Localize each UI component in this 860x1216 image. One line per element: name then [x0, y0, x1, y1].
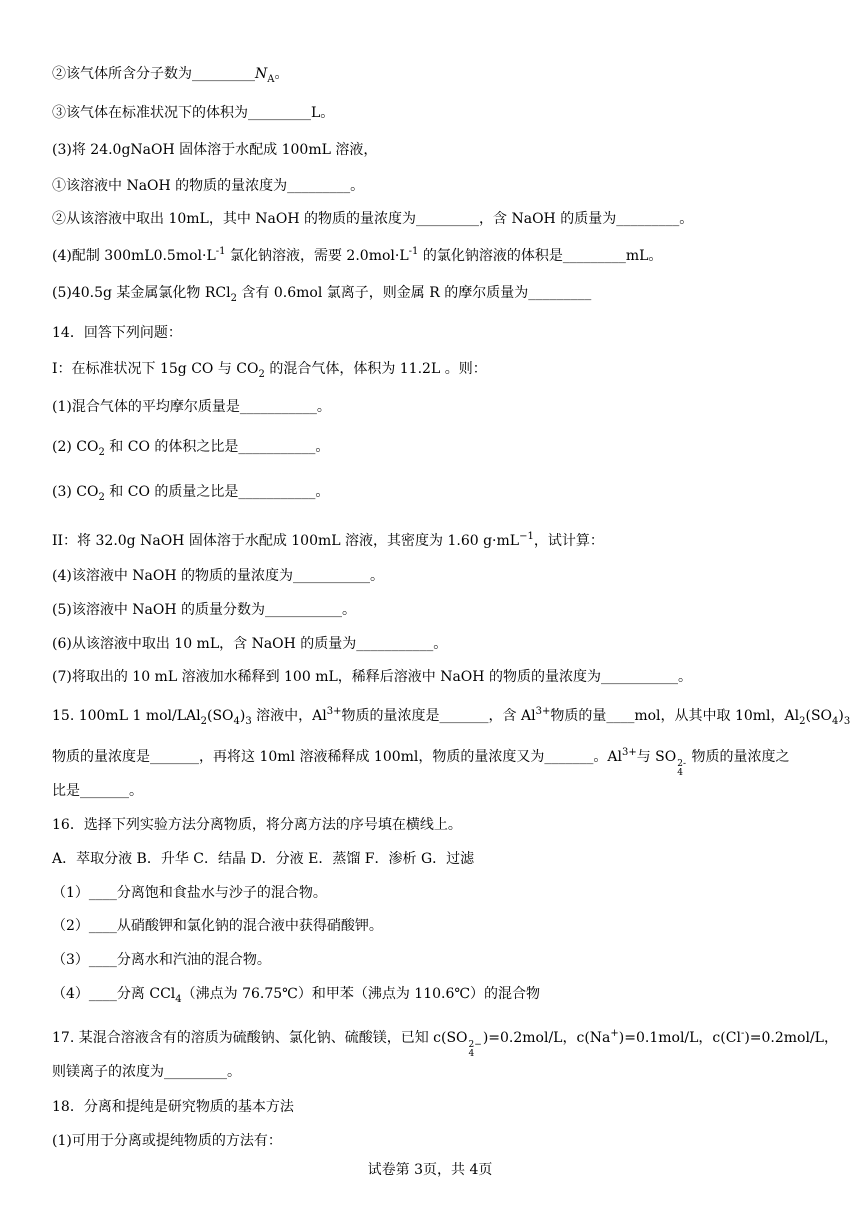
question-line: I：在标准状况下 15g CO 与 $CO_2$ 的混合气体，体积为 11.2L 。则： [52, 361, 487, 380]
question-line: (7)将取出的 10 mL 溶液加水稀释到 100 mL，稀释后溶液中 NaOH 的物质的量浓度为___________。 [52, 669, 692, 685]
question-line: 则镁离子的浓度为_________。 [52, 1064, 241, 1080]
sulfate-ion-charge: 2− 4 [468, 1040, 482, 1059]
question-heading: 18．分离和提纯是研究物质的基本方法 [52, 1099, 294, 1115]
question-line: (5)该溶液中 NaOH 的质量分数为___________。 [52, 602, 357, 618]
sulfate-ion-charge: 2- 4 [677, 759, 687, 778]
question-line: 物质的量浓度是_______，再将这 10ml 溶液稀释成 100ml，物质的量浓度又为_______。$Al^{3+}$与 SO 2- 4 物质的量浓度之 [52, 747, 790, 778]
question-line: 比是_______。 [52, 783, 143, 799]
question-line: (3)将 24.0gNaOH 固体溶于水配成 100mL 溶液， [52, 142, 378, 158]
question-heading: 16．选择下列实验方法分离物质，将分离方法的序号填在横线上。 [52, 817, 462, 833]
question-line: （2）____从硝酸钾和氯化钠的混合液中获得硝酸钾。 [52, 918, 383, 934]
question-line: 15. 100mL 1 mol/$LAl_2(SO_4)_3$ 溶液中，$Al^{3+}$物质的量浓度是_______，含 $Al^{3+}$物质的量____mol，从其中取 10ml，$Al_2(SO_4)_3$ [52, 706, 851, 727]
question-line: (2) $CO_2$ 和 CO 的体积之比是___________。 [52, 439, 330, 458]
question-heading: 14．回答下列问题： [52, 325, 182, 341]
question-line: II：将 32.0g NaOH 固体溶于水配成 100mL 溶液，其密度为 1.60 $g\cdot mL^{-1}$，试计算： [52, 531, 604, 549]
question-line: ①该溶液中 NaOH 的物质的量浓度为_________。 [52, 178, 365, 194]
question-line: （4）____分离 CCl$_4$（沸点为 76.75℃）和甲苯（沸点为 110.6℃）的混合物 [52, 986, 541, 1005]
answer-options: A．萃取分液 B．升华 C．结晶 D．分液 E．蒸馏 F．渗析 G．过滤 [52, 851, 475, 867]
question-line: 17. 某混合溶液含有的溶质为硫酸钠、氯化钠、硫酸镁，已知 c(SO 2− 4 )=0.2mol/L，c(Na+)=0.1mol/L，c(Cl-)=0.2mol/L， [52, 1028, 838, 1059]
question-line: (4)配制 $300mL0.5mol\cdot L^{-1}$ 氯化钠溶液，需要 $2.0mol\cdot L^{-1}$ 的氯化钠溶液的体积是_________mL。 [52, 246, 663, 264]
question-line: (6)从该溶液中取出 10 mL，含 NaOH 的质量为___________。 [52, 636, 448, 652]
question-line: (1)可用于分离或提纯物质的方法有： [52, 1133, 282, 1149]
question-line: ③该气体在标准状况下的体积为_________L。 [52, 105, 335, 121]
question-line: （1）____分离饱和食盐水与沙子的混合物。 [52, 885, 327, 901]
question-line: ②从该溶液中取出 10mL，其中 NaOH 的物质的量浓度为_________，含 NaOH 的质量为_________。 [52, 211, 694, 227]
question-line: (4)该溶液中 NaOH 的物质的量浓度为___________。 [52, 568, 385, 584]
question-line: (3) $CO_2$ 和 CO 的质量之比是___________。 [52, 484, 330, 503]
question-line: (1)混合气体的平均摩尔质量是___________。 [52, 399, 331, 415]
question-line: （3）____分离水和汽油的混合物。 [52, 952, 271, 968]
page-footer: 试卷第 3页，共 4页 [367, 1162, 493, 1178]
question-line: ②该气体所含分子数为$\_\_\_\_\_\_\_\_\_N_A$。 [52, 66, 289, 85]
question-line: (5)40.5g 某金属氯化物 RCl$_2$ 含有 0.6mol 氯离子，则金属 R 的摩尔质量为_________ [52, 285, 592, 304]
